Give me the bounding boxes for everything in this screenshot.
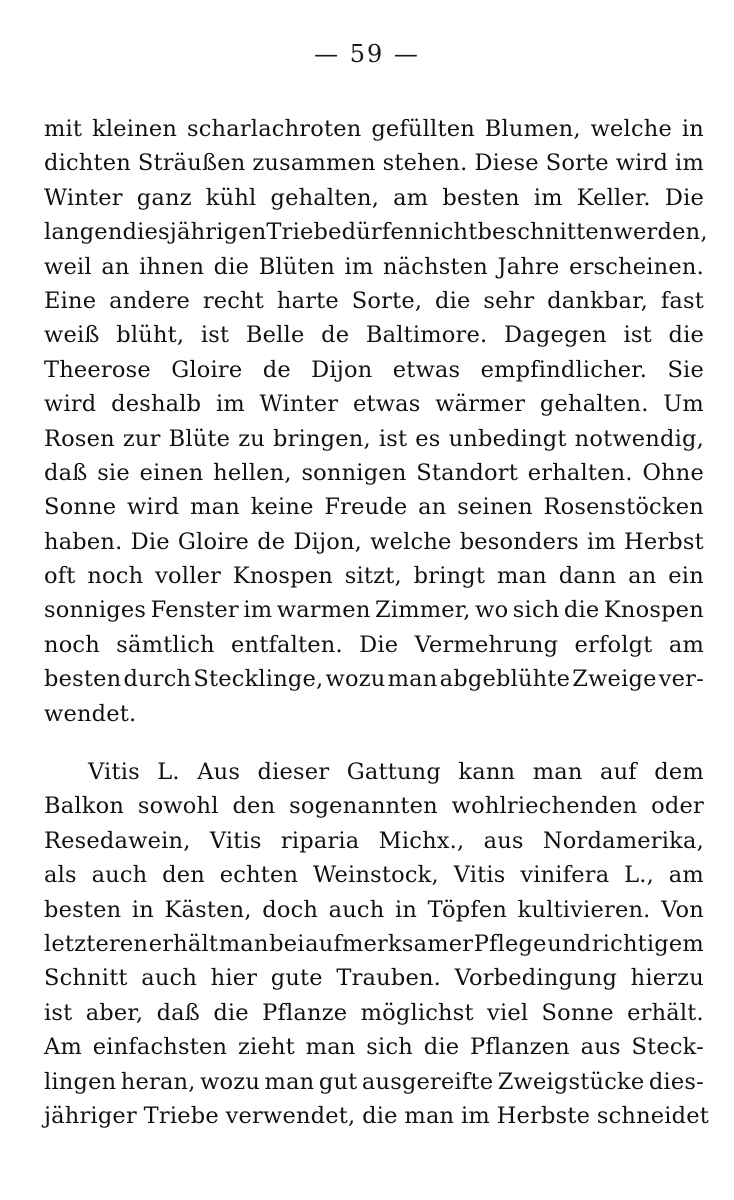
text-line [44, 824, 704, 858]
text-line [44, 353, 704, 387]
word: Jahre [497, 253, 560, 280]
word: wohlriechenden [451, 793, 638, 820]
word: Kästen, [164, 896, 252, 923]
page-number: — 59 — [314, 40, 420, 68]
word: Pflanze [262, 999, 348, 1026]
word: doch [262, 896, 319, 923]
word: recht [202, 287, 265, 314]
word: dem [654, 759, 704, 786]
word: Blüten [258, 253, 335, 280]
text-line [44, 697, 704, 731]
word: kultivieren. [517, 896, 651, 923]
word: Vorbedingung [454, 965, 618, 992]
text-line [44, 215, 708, 249]
word: Triebe [266, 219, 342, 246]
word: wendet. [44, 700, 137, 727]
word: voller [155, 563, 222, 590]
word: fast [660, 287, 704, 314]
word: dann [558, 563, 617, 590]
word: Knospen [232, 563, 333, 590]
text-line [44, 628, 704, 662]
word: als [44, 862, 77, 889]
word: Michx., [378, 827, 465, 854]
word: man [404, 1102, 455, 1129]
word: durch [123, 666, 192, 693]
word: sich [366, 1034, 413, 1061]
word: harte [276, 287, 339, 314]
word: die [362, 1102, 398, 1129]
text-line [44, 387, 704, 421]
word: Sorte [545, 150, 609, 177]
text-line [44, 181, 704, 215]
word: Baltimore. [365, 322, 488, 349]
word: Vermehrung [414, 631, 559, 658]
word: besten [442, 184, 520, 211]
word: hierzu [630, 965, 704, 992]
word: Winter [259, 391, 339, 418]
text-line [44, 1099, 710, 1133]
word: auch [141, 965, 198, 992]
word: heran, [120, 1068, 196, 1095]
word: besten [44, 666, 122, 693]
word: sich [512, 597, 560, 624]
word: oft [44, 563, 76, 590]
word: Vitis [453, 862, 506, 889]
word: wird [615, 150, 669, 177]
word: zur [122, 425, 161, 452]
word: dichten [44, 150, 131, 177]
word: jähriger [44, 1102, 137, 1129]
word: Balkon [44, 793, 125, 820]
word: stehen. [382, 150, 468, 177]
word: Gattung [346, 759, 441, 786]
text-line [44, 1030, 704, 1064]
word: besten [44, 896, 122, 923]
text-line [44, 1065, 704, 1099]
word: andere [109, 287, 190, 314]
word: nicht [418, 219, 478, 246]
word: in [681, 116, 704, 142]
word: an [418, 494, 447, 521]
word: Eine [44, 287, 97, 314]
text-line [44, 456, 704, 490]
text-line [44, 525, 704, 559]
word: verwendet, [225, 1102, 356, 1129]
word: Pflanzen [470, 1034, 570, 1061]
word: man [264, 1068, 315, 1095]
word: gefüllten [371, 116, 475, 142]
word: Winter [44, 184, 123, 211]
word: im [675, 150, 704, 177]
word: Diese [474, 150, 539, 177]
word: erhält [148, 930, 219, 957]
word: Sorte, [351, 287, 423, 314]
text-line [44, 490, 704, 524]
word: Nordamerika, [542, 827, 704, 854]
word: Rosenstöcken [543, 494, 704, 521]
word: weil [44, 253, 92, 280]
word: an [628, 563, 657, 590]
word: letzteren [44, 930, 149, 957]
word: Resedawein, [44, 827, 191, 854]
word: warmen [276, 597, 371, 624]
paragraph-vitis [44, 755, 710, 1133]
word: man [532, 759, 583, 786]
text-line [44, 858, 704, 892]
word: man [218, 930, 269, 957]
word: Am [44, 1034, 82, 1061]
word: diesjährigen [122, 219, 267, 246]
word: Belle [245, 322, 305, 349]
word: Sonne [44, 494, 117, 521]
word: in [131, 896, 154, 923]
word: werden, [613, 219, 708, 246]
word: zusammen [252, 150, 376, 177]
word: schneidet [596, 1102, 710, 1129]
word: Zimmer, [374, 597, 471, 624]
word: wird [126, 494, 180, 521]
word: richtigem [591, 930, 704, 957]
word: man [305, 1034, 356, 1061]
word: im [586, 528, 616, 555]
word: lingen [44, 1068, 117, 1095]
word: in [394, 896, 418, 923]
word: wo [475, 597, 509, 624]
word: Knospen [603, 597, 704, 624]
word: aus [580, 1034, 621, 1061]
word: die [435, 287, 471, 314]
word: etwas [392, 356, 461, 383]
word: Vitis [88, 759, 140, 786]
word: haben. [44, 528, 123, 555]
word: kann [458, 759, 516, 786]
word: scharlachroten [186, 116, 362, 142]
word: hellen, [213, 459, 292, 486]
word: gut [318, 1068, 358, 1095]
word: die [563, 597, 600, 624]
word: Ohne [642, 459, 704, 486]
word: Triebe [143, 1102, 219, 1129]
word: möglichst [360, 999, 474, 1026]
word: an [101, 253, 130, 280]
word: den [162, 862, 205, 889]
word: Vitis [209, 827, 262, 854]
word: am [668, 862, 704, 889]
word: langen [44, 219, 123, 246]
text-line [44, 789, 704, 823]
word: die [213, 999, 249, 1026]
word: daß [156, 999, 201, 1026]
word: de [321, 322, 350, 349]
word: nächsten [383, 253, 488, 280]
word: es [415, 425, 441, 452]
word: vinifera [520, 862, 610, 889]
word: abgeblühte [439, 666, 571, 693]
word: ein [668, 563, 704, 590]
word: im [461, 1102, 490, 1129]
word: Dijon [311, 356, 373, 383]
word: riparia [280, 827, 360, 854]
word: empfindlicher. [480, 356, 648, 383]
word: entfalten. [231, 631, 343, 658]
word: Die [359, 631, 399, 658]
text-line [44, 284, 704, 318]
word: im [215, 391, 245, 418]
word: dürfen [341, 219, 419, 246]
word: viel [487, 999, 529, 1026]
word: Theerose [44, 356, 151, 383]
word: dieser [257, 759, 330, 786]
word: unbedingt [448, 425, 567, 452]
text-line [44, 961, 704, 995]
text-line [44, 662, 704, 696]
word: ausgereifte [361, 1068, 494, 1095]
word: deshalb [111, 391, 202, 418]
word: erscheinen. [569, 253, 704, 280]
word: Aus [197, 759, 241, 786]
word: wird [44, 391, 97, 418]
word: L. [157, 759, 180, 786]
word: man [387, 666, 438, 693]
text-line [44, 593, 704, 627]
word: sämtlich [116, 631, 215, 658]
word: Gloire [171, 356, 243, 383]
word: gehalten, [270, 184, 380, 211]
word: Herbste [496, 1102, 591, 1129]
word: auch [91, 862, 148, 889]
word: Sträußen [137, 150, 246, 177]
word: Sie [667, 356, 704, 383]
word: Stecklinge, [193, 666, 324, 693]
word: im [533, 184, 563, 211]
word: Trauben. [336, 965, 442, 992]
word: Die [130, 528, 170, 555]
text-line [44, 996, 704, 1030]
word: welche [370, 528, 452, 555]
word: am [393, 184, 429, 211]
word: den [232, 793, 276, 820]
word: zieht [237, 1034, 295, 1061]
word: aus [483, 827, 524, 854]
word: Blüte [168, 425, 231, 452]
word: aufmerksamer [305, 930, 474, 957]
word: erhält. [627, 999, 704, 1026]
word: man [190, 494, 240, 521]
word: mit [44, 116, 83, 142]
word: bei [269, 930, 305, 957]
word: einen [139, 459, 204, 486]
word: de [262, 356, 291, 383]
word: ver- [658, 666, 704, 693]
word: dankbar, [547, 287, 648, 314]
word: ist [44, 999, 73, 1026]
word: kühl [205, 184, 257, 211]
word: Rosen [44, 425, 115, 452]
paragraph-gap [44, 731, 704, 755]
body-text [44, 112, 710, 1133]
word: besonders [459, 528, 579, 555]
word: erfolgt [574, 631, 653, 658]
word: Weinstock, [313, 862, 439, 889]
word: seinen [457, 494, 533, 521]
word: gute [270, 965, 323, 992]
word: am [668, 631, 704, 658]
word: die [668, 322, 704, 349]
word: sonniges [44, 597, 147, 624]
word: Dijon, [293, 528, 363, 555]
word: Pflege [473, 930, 547, 957]
word: man [497, 563, 547, 590]
word: auf [599, 759, 637, 786]
word: Dagegen [504, 322, 607, 349]
text-line [44, 927, 704, 961]
word: bringt [413, 563, 486, 590]
word: sowohl [137, 793, 219, 820]
word: Um [663, 391, 704, 418]
word: keine [250, 494, 314, 521]
word: Standort [416, 459, 518, 486]
word: notwendig, [574, 425, 704, 452]
word: kleinen [92, 116, 178, 142]
word: aber, [85, 999, 144, 1026]
word: ihnen [139, 253, 205, 280]
word: Fenster [150, 597, 239, 624]
word: die [213, 253, 250, 280]
word: noch [44, 631, 100, 658]
word: Töpfen [427, 896, 508, 923]
word: Zweigstücke [497, 1068, 645, 1095]
word: sitzt, [344, 563, 402, 590]
word: wärmer [435, 391, 526, 418]
word: im [243, 597, 273, 624]
paragraph-roses [44, 112, 708, 731]
word: weiß [44, 322, 100, 349]
word: Keller. [576, 184, 651, 211]
word: zu [238, 425, 265, 452]
text-line [44, 422, 704, 456]
word: sogenannten [289, 793, 438, 820]
text-line [44, 318, 704, 352]
word: Blumen, [484, 116, 581, 142]
text-line [44, 250, 704, 284]
word: Herbst [624, 528, 704, 555]
word: ist [200, 322, 230, 349]
word: beschnitten [477, 219, 614, 246]
word: erhalten. [527, 459, 633, 486]
word: sehr [483, 287, 535, 314]
word: echten [219, 862, 299, 889]
word: de [257, 528, 286, 555]
word: etwas [352, 391, 421, 418]
word: Von [661, 896, 704, 923]
word: welche [590, 116, 672, 142]
text-line [44, 112, 704, 146]
word: Schnitt [44, 965, 128, 992]
word: bringen, [273, 425, 371, 452]
word: ist [623, 322, 652, 349]
word: Gloire [177, 528, 250, 555]
word: wozu [325, 666, 386, 693]
word: L., [624, 862, 654, 889]
word: ganz [136, 184, 192, 211]
word: Steck- [631, 1034, 704, 1061]
word: gehalten. [539, 391, 649, 418]
word: sie [97, 459, 130, 486]
word: hier [210, 965, 258, 992]
word: dies- [648, 1068, 704, 1095]
word: Zweige [572, 666, 657, 693]
word: daß [44, 459, 88, 486]
word: die [423, 1034, 460, 1061]
word: Freude [324, 494, 408, 521]
word: und [547, 930, 592, 957]
word: auch [328, 896, 385, 923]
text-line [44, 146, 704, 180]
word: einfachsten [92, 1034, 228, 1061]
word: sonnigen [301, 459, 407, 486]
word: noch [87, 563, 144, 590]
word: im [344, 253, 374, 280]
word: wozu [200, 1068, 261, 1095]
word: blüht, [116, 322, 185, 349]
word: ist [378, 425, 408, 452]
text-line [44, 559, 704, 593]
text-line [44, 893, 704, 927]
text-line [44, 755, 704, 789]
word: Sonne [541, 999, 614, 1026]
word: oder [651, 793, 704, 820]
word: Die [664, 184, 704, 211]
